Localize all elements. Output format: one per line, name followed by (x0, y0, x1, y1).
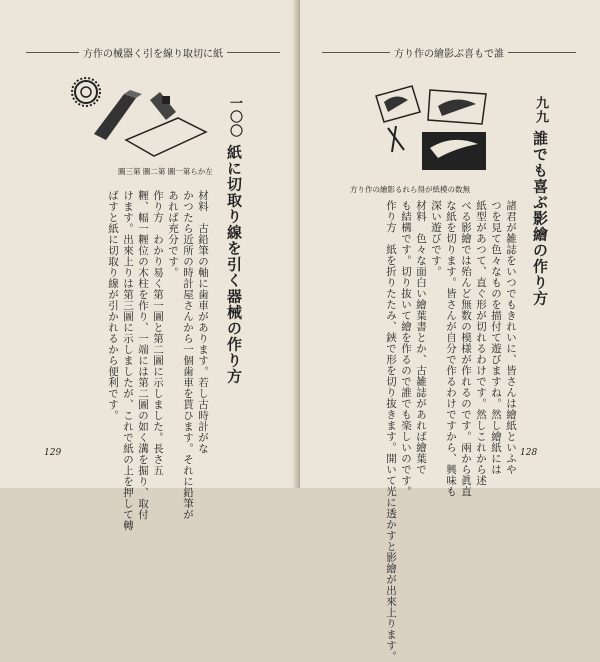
body-line: 材料 色々な面白い繪葉書とか、古雑誌があれば繪葉で (415, 200, 427, 475)
body-line: かつたら近所の時計屋さんから一個歯車を貰ひます。それに鉛筆が (182, 190, 194, 520)
left-body (78, 190, 210, 531)
right-heading (530, 96, 551, 426)
right-running-head (318, 42, 580, 62)
bird-card-icon (428, 90, 486, 124)
body-line: あれば充分です。 (167, 190, 179, 278)
right-running-head-text: 方り作の繪影ぶ喜もで誰 (394, 48, 504, 60)
right-body (334, 200, 518, 662)
left-running-head (22, 42, 284, 62)
shadow-art-illustration (360, 78, 500, 178)
body-line: な紙を切ります。皆さんが自分で作るわけですから、興味も (445, 200, 457, 497)
body-line: 深い遊びです。 (430, 200, 442, 277)
left-figure-caption: 圖三第 圖二第 圖一第らか左 (118, 167, 213, 176)
body-line: 諸君が雑誌をいつでもきれいに、皆さんは繪紙といふや (505, 200, 517, 475)
body-line: ばすと紙に切取り線が引かれるから便利です。 (107, 190, 119, 421)
silhouette-panel-icon (422, 132, 486, 170)
body-line: べる影繪では殆んど無数の模様が作れるのです。兩から眞直 (460, 200, 472, 497)
rule (26, 52, 79, 53)
body-line: 糎、幅一糎位の木柱を作り、一端には第二圖の如く溝を掘り、取付 (137, 190, 149, 520)
body-line: 作り方 紙を折りたたみ、鋏で形を切り抜きます。開いて光に透かすと影繪が出來上ります。 (385, 200, 397, 662)
rule (508, 52, 576, 53)
left-heading (224, 96, 245, 426)
body-line: つを見て色々なものを描付て遊びますね。然し繪紙には (490, 200, 502, 475)
body-line: 材料 古鉛筆の軸に歯車があります。若し古時計がな (197, 190, 209, 454)
cutter-illustration (66, 76, 216, 164)
roller-tool-icon (150, 92, 176, 120)
scissors-icon (388, 126, 404, 152)
left-heading-title: 紙に切取り線を引く器械の作り方 (225, 144, 243, 385)
right-heading-title: 誰でも喜ぶ影繪の作り方 (531, 130, 549, 307)
left-page (0, 0, 300, 531)
left-running-head-text: 方作の械器く引を線り取切に紙 (83, 48, 223, 60)
left-folio: 129 (44, 448, 62, 458)
body-line: も結構です。切り抜いて繪を作るので誰でも楽しいのです。 (400, 200, 412, 497)
bird-card-icon (376, 86, 420, 122)
rule (227, 52, 280, 53)
right-page (300, 0, 600, 662)
rule (322, 52, 390, 53)
wood-bar-icon (94, 90, 142, 140)
body-line: 紙型があつて、直ぐ形が切れるわけです。然しこれから述 (475, 200, 487, 486)
right-folio: 128 (520, 448, 538, 458)
right-heading-number: 九九 (533, 96, 548, 124)
gear-icon (72, 78, 100, 106)
right-figure-caption: 方り作の繪影るれら得が紙模の数無 (350, 185, 470, 194)
paper-sheet-icon (126, 118, 206, 156)
left-heading-number: 一〇〇 (227, 96, 242, 138)
body-line: 作り方 わかり易く第一圖と第二圖に示しました。長さ五 (152, 190, 164, 476)
body-line: けます。出來上りは第三圖に示しましたが、これで紙の上を押して轉 (122, 190, 134, 531)
